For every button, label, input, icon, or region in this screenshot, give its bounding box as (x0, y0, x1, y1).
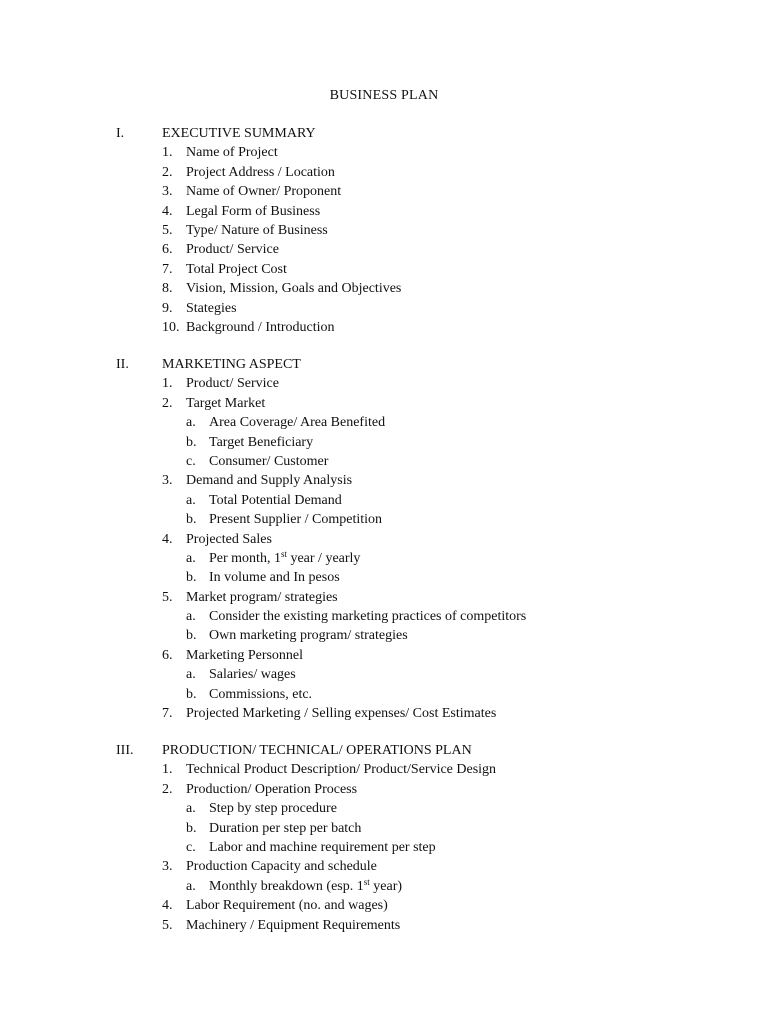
item-text: Production Capacity and schedule (186, 859, 377, 875)
item-number: 2. (162, 781, 173, 797)
sub-item-letter: b. (186, 820, 197, 836)
item-text: Labor Requirement (no. and wages) (186, 898, 388, 914)
item-number: 7. (162, 261, 173, 277)
item-text: Technical Product Description/ Product/Service Design (186, 762, 497, 778)
sub-item-text: Target Beneficiary (209, 434, 314, 450)
sub-list-item (0, 665, 768, 684)
item-number: 2. (162, 164, 173, 180)
list-item (0, 896, 768, 915)
sub-list-item (0, 413, 768, 432)
item-text: Background / Introduction (186, 319, 335, 335)
ordinal-superscript: st (280, 548, 287, 559)
section-production-plan (0, 741, 768, 935)
ordinal-superscript: st (363, 876, 370, 887)
list-item (0, 221, 768, 240)
sub-item-letter: a. (186, 550, 196, 566)
item-number: 3. (162, 473, 173, 489)
item-number: 8. (162, 281, 173, 297)
list-item (0, 163, 768, 182)
sub-item-text: Duration per step per batch (209, 820, 362, 836)
sub-item-text: In volume and In pesos (209, 570, 340, 586)
list-item (0, 780, 768, 799)
list-item (0, 260, 768, 279)
sub-list-item (0, 510, 768, 529)
section-heading (0, 741, 768, 760)
list-item (0, 240, 768, 259)
item-number: 4. (162, 203, 173, 219)
item-number: 1. (162, 145, 173, 161)
section-heading (0, 124, 768, 143)
item-number: 1. (162, 762, 173, 778)
section-numeral: I. (116, 126, 125, 141)
sub-list-item (0, 452, 768, 471)
list-item (0, 530, 768, 549)
sub-item-text: Consider the existing marketing practices of competitors (209, 609, 527, 625)
sub-list-item (0, 549, 768, 568)
sub-item-text: Own marketing program/ strategies (209, 628, 408, 644)
sub-item-text (209, 877, 402, 896)
item-number: 5. (162, 917, 173, 933)
item-number: 9. (162, 300, 173, 316)
sub-list-item (0, 819, 768, 838)
sub-item-letter: b. (186, 628, 197, 644)
list-item (0, 588, 768, 607)
sub-list-item (0, 607, 768, 626)
item-number: 5. (162, 222, 173, 238)
sub-item-text-after: year / yearly (286, 550, 361, 566)
sub-item-text: Labor and machine requirement per step (209, 839, 436, 855)
item-number: 4. (162, 898, 173, 914)
section-heading (0, 355, 768, 374)
item-text: Project Address / Location (186, 164, 335, 180)
list-item (0, 279, 768, 298)
item-text: Name of Project (186, 145, 278, 161)
sub-item-letter: b. (186, 512, 197, 528)
item-number: 6. (162, 647, 173, 663)
item-text: Market program/ strategies (186, 589, 338, 605)
list-item (0, 471, 768, 490)
sub-list-item (0, 433, 768, 452)
list-item (0, 374, 768, 393)
sub-item-text: Salaries/ wages (209, 667, 296, 683)
item-number: 2. (162, 395, 173, 411)
list-item (0, 299, 768, 318)
sub-item-text: Present Supplier / Competition (209, 512, 383, 528)
sub-list-item (0, 877, 768, 896)
sub-list-item (0, 491, 768, 510)
sub-item-text: Total Potential Demand (209, 492, 342, 508)
sub-item-text: Consumer/ Customer (209, 453, 329, 469)
sub-item-letter: b. (186, 570, 197, 586)
item-text: Marketing Personnel (186, 647, 304, 663)
item-number: 4. (162, 531, 173, 547)
section-title: PRODUCTION/ TECHNICAL/ OPERATIONS PLAN (162, 743, 472, 758)
sub-item-text (209, 549, 360, 568)
sub-list-item (0, 626, 768, 645)
list-item (0, 182, 768, 201)
list-item (0, 857, 768, 876)
sub-item-text-after: year) (369, 878, 403, 894)
item-text: Vision, Mission, Goals and Objectives (186, 281, 402, 297)
sub-item-text: Commissions, etc. (209, 686, 313, 702)
item-text: Target Market (186, 395, 266, 411)
item-number: 3. (162, 859, 173, 875)
sub-item-letter: a. (186, 415, 196, 431)
list-item (0, 202, 768, 221)
item-text: Product/ Service (186, 242, 279, 258)
section-executive-summary (0, 124, 768, 337)
sub-list-item (0, 568, 768, 587)
item-number: 3. (162, 184, 173, 200)
list-item (0, 143, 768, 162)
sub-item-text-before: Monthly breakdown (esp. 1 (209, 878, 364, 894)
item-text: Projected Marketing / Selling expenses/ Cost Estimates (186, 706, 497, 722)
item-text: Product/ Service (186, 376, 279, 392)
list-item (0, 704, 768, 723)
sub-item-letter: b. (186, 434, 197, 450)
section-numeral: III. (116, 743, 134, 758)
document-title: BUSINESS PLAN (329, 88, 439, 103)
item-text: Machinery / Equipment Requirements (186, 917, 401, 933)
sub-item-letter: a. (186, 801, 196, 817)
item-number: 6. (162, 242, 173, 258)
sub-item-letter: a. (186, 492, 196, 508)
item-number: 7. (162, 706, 173, 722)
sub-item-letter: b. (186, 686, 197, 702)
sub-item-text: Step by step procedure (209, 801, 337, 817)
sub-item-text: Area Coverage/ Area Benefited (209, 415, 386, 431)
sub-item-letter: a. (186, 609, 196, 625)
section-numeral: II. (116, 357, 129, 372)
sub-item-letter: c. (186, 453, 196, 469)
sub-item-letter: a. (186, 667, 196, 683)
list-item (0, 394, 768, 413)
list-item (0, 646, 768, 665)
sub-list-item (0, 685, 768, 704)
section-title: EXECUTIVE SUMMARY (162, 126, 316, 141)
item-number: 10. (162, 319, 180, 335)
item-text: Name of Owner/ Proponent (186, 184, 342, 200)
sub-item-letter: a. (186, 878, 196, 894)
item-text: Legal Form of Business (186, 203, 321, 219)
sub-list-item (0, 838, 768, 857)
item-text: Production/ Operation Process (186, 781, 358, 797)
sub-item-text-before: Per month, 1 (209, 550, 281, 566)
item-text: Stategies (186, 300, 237, 316)
item-text: Type/ Nature of Business (186, 222, 328, 238)
item-text: Demand and Supply Analysis (186, 473, 353, 489)
item-text: Projected Sales (186, 531, 272, 547)
list-item (0, 318, 768, 337)
list-item (0, 916, 768, 935)
section-title: MARKETING ASPECT (162, 357, 301, 372)
item-number: 1. (162, 376, 173, 392)
section-marketing-aspect (0, 355, 768, 723)
sub-list-item (0, 799, 768, 818)
item-number: 5. (162, 589, 173, 605)
list-item (0, 760, 768, 779)
item-text: Total Project Cost (186, 261, 287, 277)
sub-item-letter: c. (186, 839, 196, 855)
